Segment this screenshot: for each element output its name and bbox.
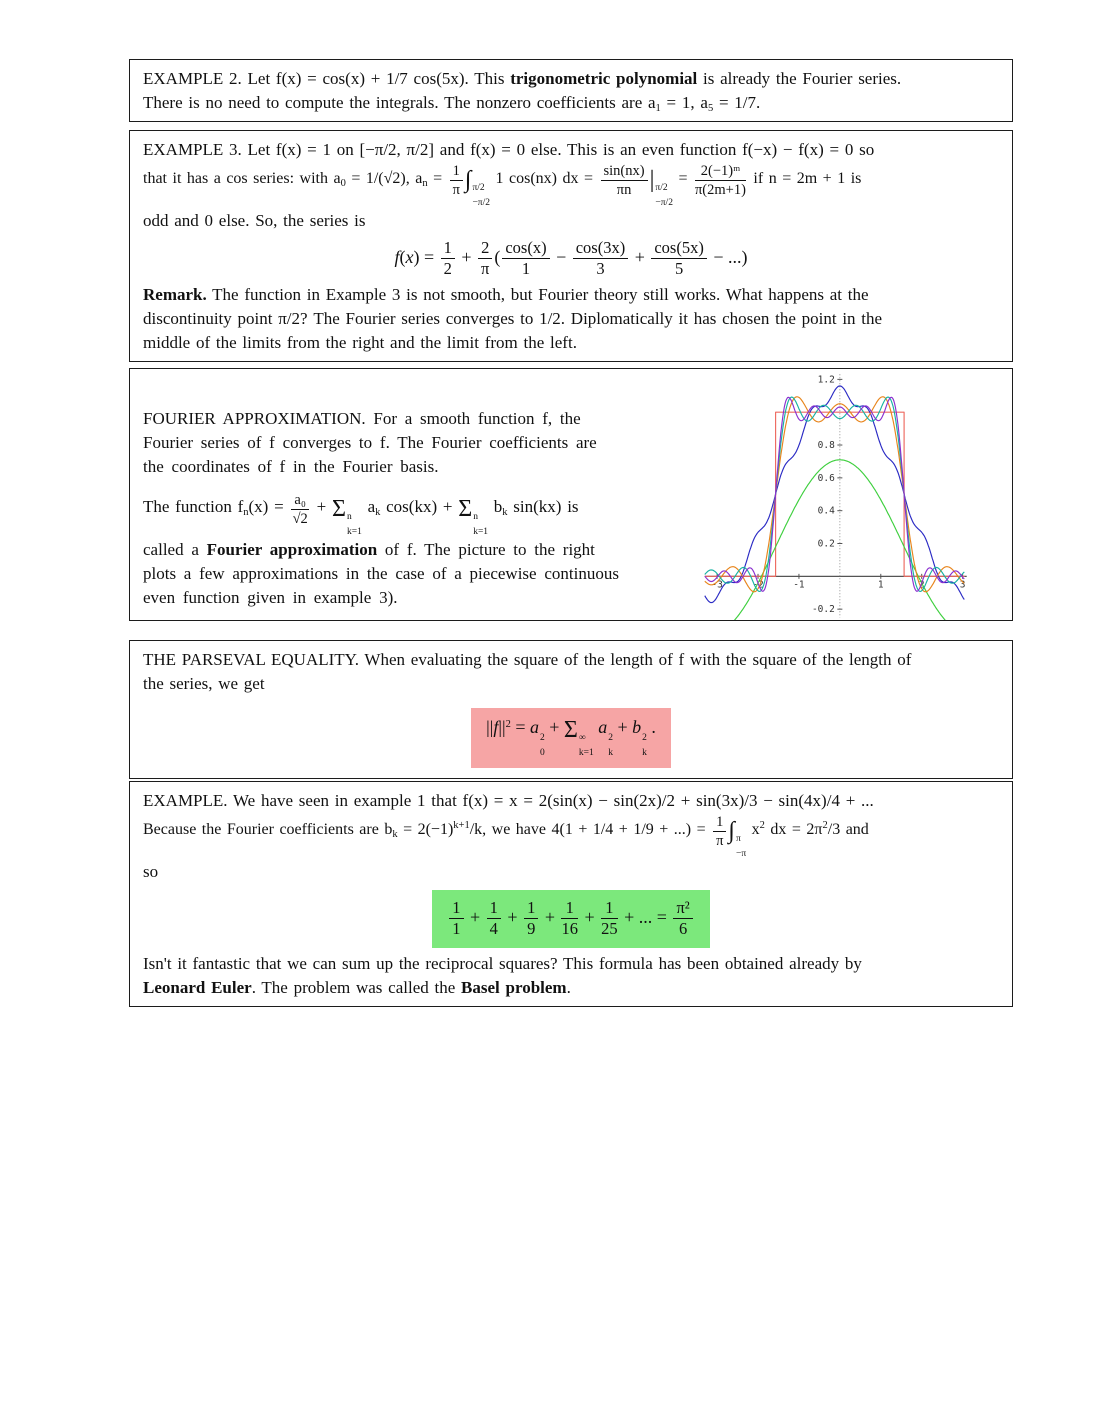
svg-text:0.6: 0.6 — [817, 472, 835, 484]
svg-text:0.2: 0.2 — [817, 538, 835, 550]
svg-text:3: 3 — [959, 579, 966, 591]
basel-formula: $\frac{1}{1}$ + $\frac{1}{4}$ + $\frac{1}{9}$ + $\frac{1}{16}$ + $\frac{1}{25}$ + ... = $\frac{\text{π²}}{6}$ — [447, 907, 694, 927]
example2-box — [129, 59, 1013, 122]
parseval-formula-row — [143, 708, 999, 768]
remark-line1: Remark. The function in Example 3 is not smooth, but Fourier theory still works. What happens at the — [143, 284, 869, 304]
svg-text:-3: -3 — [711, 579, 723, 591]
basel-line2: Because the Fourier coefficients are $b_k = 2(-1)^{k+1}/k$, we have 4(1 + 1/4 + 1/9 + ...) = $\frac{1}{\pi}$ ∫ π −π $x^2$ dx = $2\pi^2/3$ and — [143, 813, 869, 860]
svg-text:1.2: 1.2 — [817, 374, 835, 386]
fourier-approximation-plot — [704, 371, 1006, 620]
series-formula: f(x) = $\frac{1}{2}$ + $\frac{2}{\pi}$ ( $\frac{\cos(x)}{1}$ − $\frac{\cos(3x)}{3}$ + $\frac{\cos(5x)}{5}$ − ...) — [394, 238, 748, 279]
fourier-approximation-text — [143, 407, 619, 610]
svg-text:0.4: 0.4 — [817, 505, 835, 517]
basel-closing-line2: Leonard Euler. The problem was called the Basel problem. — [143, 977, 571, 997]
fa-para1-line1: FOURIER APPROXIMATION. For a smooth function f, the — [143, 409, 581, 428]
parseval-box — [129, 640, 1013, 779]
svg-text:-0.2: -0.2 — [811, 604, 835, 616]
example3-line1: EXAMPLE 3. Let f(x) = 1 on [−π/2, π/2] and f(x) = 0 else. This is an even function f(−x) − f(x) = 0 so — [143, 140, 875, 159]
fa-para2-line1: The function $f_n(x)$ = $\frac{\text{a₀}}{√2}$ + Σ n k=1 $a_k$ cos(kx) + Σ n k=1 $b_k$ sin(kx) is — [143, 491, 579, 538]
svg-text:-1: -1 — [793, 579, 805, 591]
fa-para2-line3: plots a few approximations in the case of a piecewise continuous — [143, 564, 619, 583]
basel-example-box — [129, 781, 1013, 1007]
svg-text:-2: -2 — [752, 579, 764, 591]
parseval-highlight — [471, 708, 671, 768]
example2-line2: There is no need to compute the integrals. The nonzero coefficients are $a_1 = 1$, $a_5 = 1/7$. — [143, 93, 761, 114]
svg-text:0.8: 0.8 — [817, 440, 835, 452]
basel-line3: so — [143, 862, 159, 881]
basel-formula-row — [143, 890, 999, 948]
parseval-formula: $||f||^2 = a$ 2 0 + Σ ∞ k=1 a 2 k + b 2 k . — [486, 717, 656, 759]
parseval-line2: the series, we get — [143, 674, 265, 693]
example3-line3: odd and 0 else. So, the series is — [143, 211, 366, 230]
basel-closing-line1: Isn't it fantastic that we can sum up the reciprocal squares? This formula has been obtained already by — [143, 953, 862, 973]
fa-para2-line2: called a Fourier approximation of f. The picture to the right — [143, 540, 595, 559]
fa-para1-line3: the coordinates of f in the Fourier basis. — [143, 457, 439, 476]
basel-line1: EXAMPLE. We have seen in example 1 that f(x) = x = 2(sin(x) − sin(2x)/2 + sin(3x)/3 − sin(4x)/4 + ... — [143, 791, 874, 810]
fa-para2-line4: even function given in example 3). — [143, 588, 398, 607]
remark-line2: discontinuity point π/2? The Fourier series converges to 1/2. Diplomatically it has chosen the point in the — [143, 308, 883, 328]
svg-text:2: 2 — [918, 579, 925, 591]
remark-line3: middle of the limits from the right and the limit from the left. — [143, 332, 577, 352]
svg-text:1: 1 — [877, 579, 884, 591]
example3-line2: that it has a cos series: with $a_0 = 1/(√2)$, $a_n$ = $\frac{1}{\pi}$ ∫ π/2 −π/2 1 cos(nx) dx = $\frac{\sin(nx)}{\pi n}$ | π/2 −π/2 = $\frac{\text{2(−1)ᵐ}}{\pi(2m+1)}$ if n = 2m + 1 is — [143, 162, 862, 209]
example3-box — [129, 130, 1013, 362]
series-formula-row — [143, 239, 999, 279]
parseval-line1: THE PARSEVAL EQUALITY. When evaluating the square of the length of f with the square of the length of — [143, 650, 912, 669]
basel-highlight — [432, 890, 709, 948]
fa-para1-line2: Fourier series of f converges to f. The Fourier coefficients are — [143, 433, 597, 452]
fourier-approximation-box — [129, 368, 1013, 621]
example2-line1: EXAMPLE 2. Let f(x) = cos(x) + 1/7 cos(5x). This trigonometric polynomial is already the Fourier series. — [143, 69, 902, 88]
